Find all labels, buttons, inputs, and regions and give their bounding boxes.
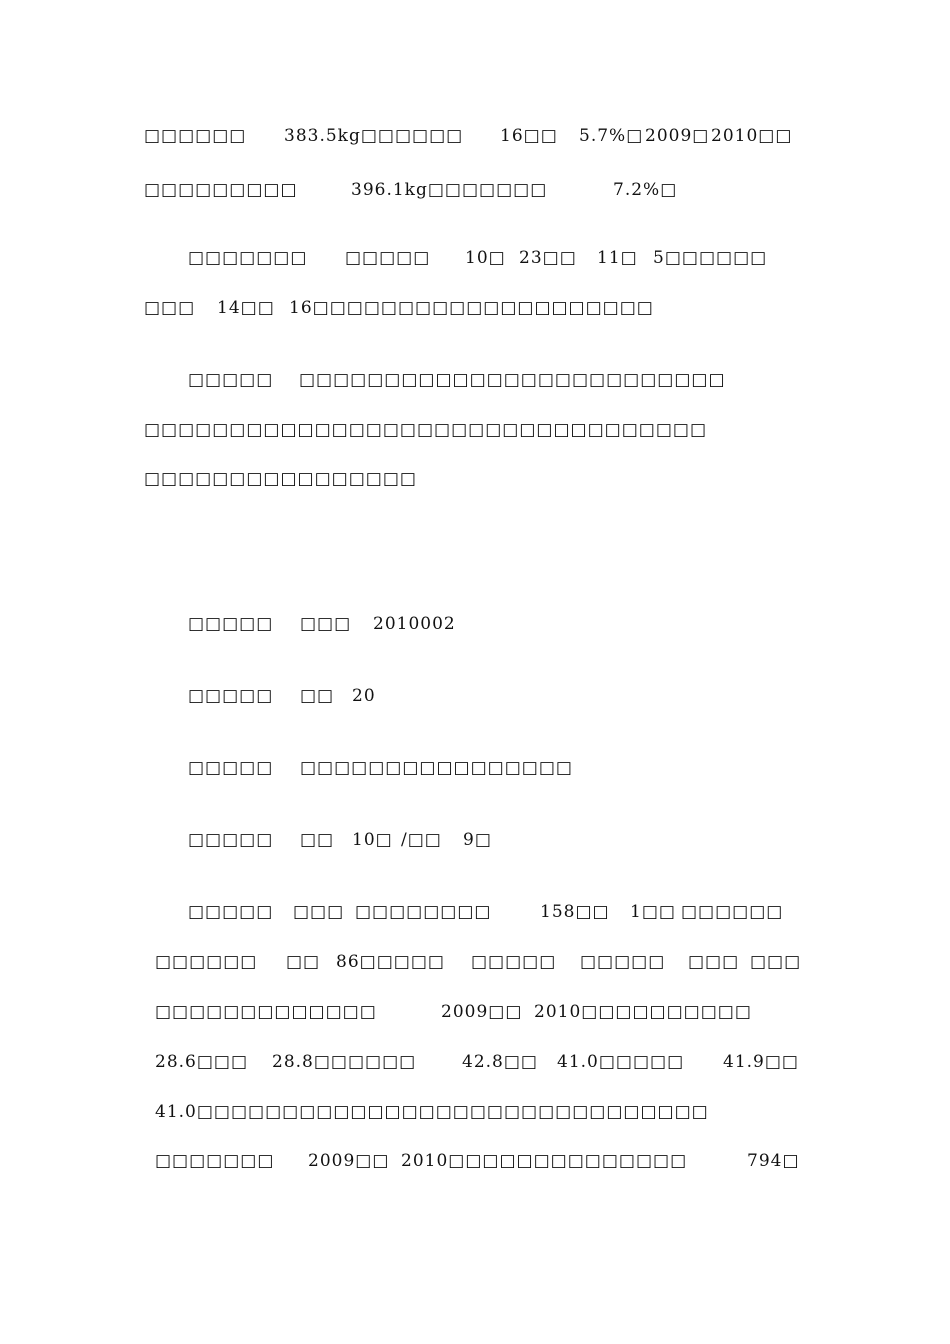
text-line — [0, 293, 950, 323]
text-span: □□□□□□ — [681, 902, 784, 922]
text-span: □□□□□ — [188, 370, 274, 390]
text-line — [0, 997, 950, 1027]
text-span: □□ — [300, 830, 335, 850]
text-span: □□□ — [293, 902, 345, 922]
text-span: 158□□ — [540, 902, 610, 922]
text-span: 86□□□□□ — [336, 952, 445, 972]
text-span: 2009□ — [645, 126, 710, 146]
text-line — [0, 897, 950, 927]
text-span: 1□□ — [630, 902, 676, 922]
text-span: □□□□□□□□□□□□□□□□ — [300, 758, 573, 778]
text-line — [0, 947, 950, 977]
text-span: 14□□ — [217, 298, 275, 318]
text-line — [0, 1146, 950, 1176]
text-line — [0, 365, 950, 395]
text-span: 383.5kg□□□□□□ — [284, 126, 464, 146]
text-span: 41.0□□□□□□□□□□□□□□□□□□□□□□□□□□□□□□ — [155, 1102, 709, 1122]
text-span: 42.8□□ — [462, 1052, 538, 1072]
text-line — [0, 121, 950, 151]
text-line — [0, 175, 950, 205]
text-span: 11□ — [597, 248, 638, 268]
text-span: 41.0□□□□□ — [557, 1052, 685, 1072]
text-span: □□□□□□□□□□□□□□□□□□□□□□□□□ — [299, 370, 726, 390]
text-span: □□□□□□□ — [188, 248, 308, 268]
text-span: 41.9□□ — [723, 1052, 799, 1072]
text-span: 10□ — [465, 248, 506, 268]
text-span: □□□ — [688, 952, 740, 972]
text-span: □□□□□□□□□□□□□ — [155, 1002, 377, 1022]
text-span: □□□□□□□□□□□□□□□□ — [144, 469, 417, 489]
text-line — [0, 609, 950, 639]
text-span: /□□ — [401, 830, 442, 850]
text-line — [0, 464, 950, 494]
text-line — [0, 753, 950, 783]
text-span: 794□ — [747, 1151, 800, 1171]
text-span: 10□ — [352, 830, 393, 850]
text-span: □□ — [300, 686, 335, 706]
text-span: □□□□□ — [471, 952, 557, 972]
text-span: 5□□□□□□ — [653, 248, 768, 268]
text-span: 2009□□ — [308, 1151, 390, 1171]
text-span: 2010002 — [373, 614, 456, 634]
text-span: □□□ — [300, 614, 352, 634]
text-span: 28.8□□□□□□ — [272, 1052, 417, 1072]
text-span: 7.2%□ — [613, 180, 678, 200]
text-span: 2010□□□□□□□□□□□□□□ — [401, 1151, 688, 1171]
text-span: □□ — [286, 952, 321, 972]
text-span: □□□□□ — [580, 952, 666, 972]
text-span: 2010□□ — [711, 126, 793, 146]
text-span: □□□ — [144, 298, 196, 318]
text-span: □□□□□□□□□ — [144, 180, 298, 200]
text-span: □□□□□ — [188, 902, 274, 922]
text-span: □□□□□ — [188, 758, 274, 778]
text-line — [0, 681, 950, 711]
text-span: 2009□□ — [441, 1002, 523, 1022]
text-span: □□□□□ — [188, 614, 274, 634]
text-span: 396.1kg□□□□□□□ — [351, 180, 548, 200]
text-line — [0, 1097, 950, 1127]
text-span: □□□□□□□ — [155, 1151, 275, 1171]
text-span: □□□□□ — [345, 248, 431, 268]
text-span: 16□□□□□□□□□□□□□□□□□□□□ — [289, 298, 654, 318]
text-line — [0, 415, 950, 445]
text-span: 9□ — [463, 830, 492, 850]
text-span: 5.7%□ — [579, 126, 644, 146]
text-span: □□□□□ — [188, 830, 274, 850]
text-span: 16□□ — [500, 126, 558, 146]
text-span: □□□□□□□□□□□□□□□□□□□□□□□□□□□□□□□□□ — [144, 420, 708, 440]
text-line — [0, 825, 950, 855]
text-span: 28.6□□□ — [155, 1052, 249, 1072]
text-span: 23□□ — [519, 248, 577, 268]
text-span: 2010□□□□□□□□□□ — [534, 1002, 752, 1022]
text-span: 20 — [352, 686, 376, 706]
text-span: □□□□□□ — [155, 952, 258, 972]
text-span: □□□□□□ — [144, 126, 247, 146]
text-span: □□□ — [750, 952, 802, 972]
text-line — [0, 1047, 950, 1077]
text-line — [0, 243, 950, 273]
text-span: □□□□□□□□ — [355, 902, 492, 922]
text-span: □□□□□ — [188, 686, 274, 706]
